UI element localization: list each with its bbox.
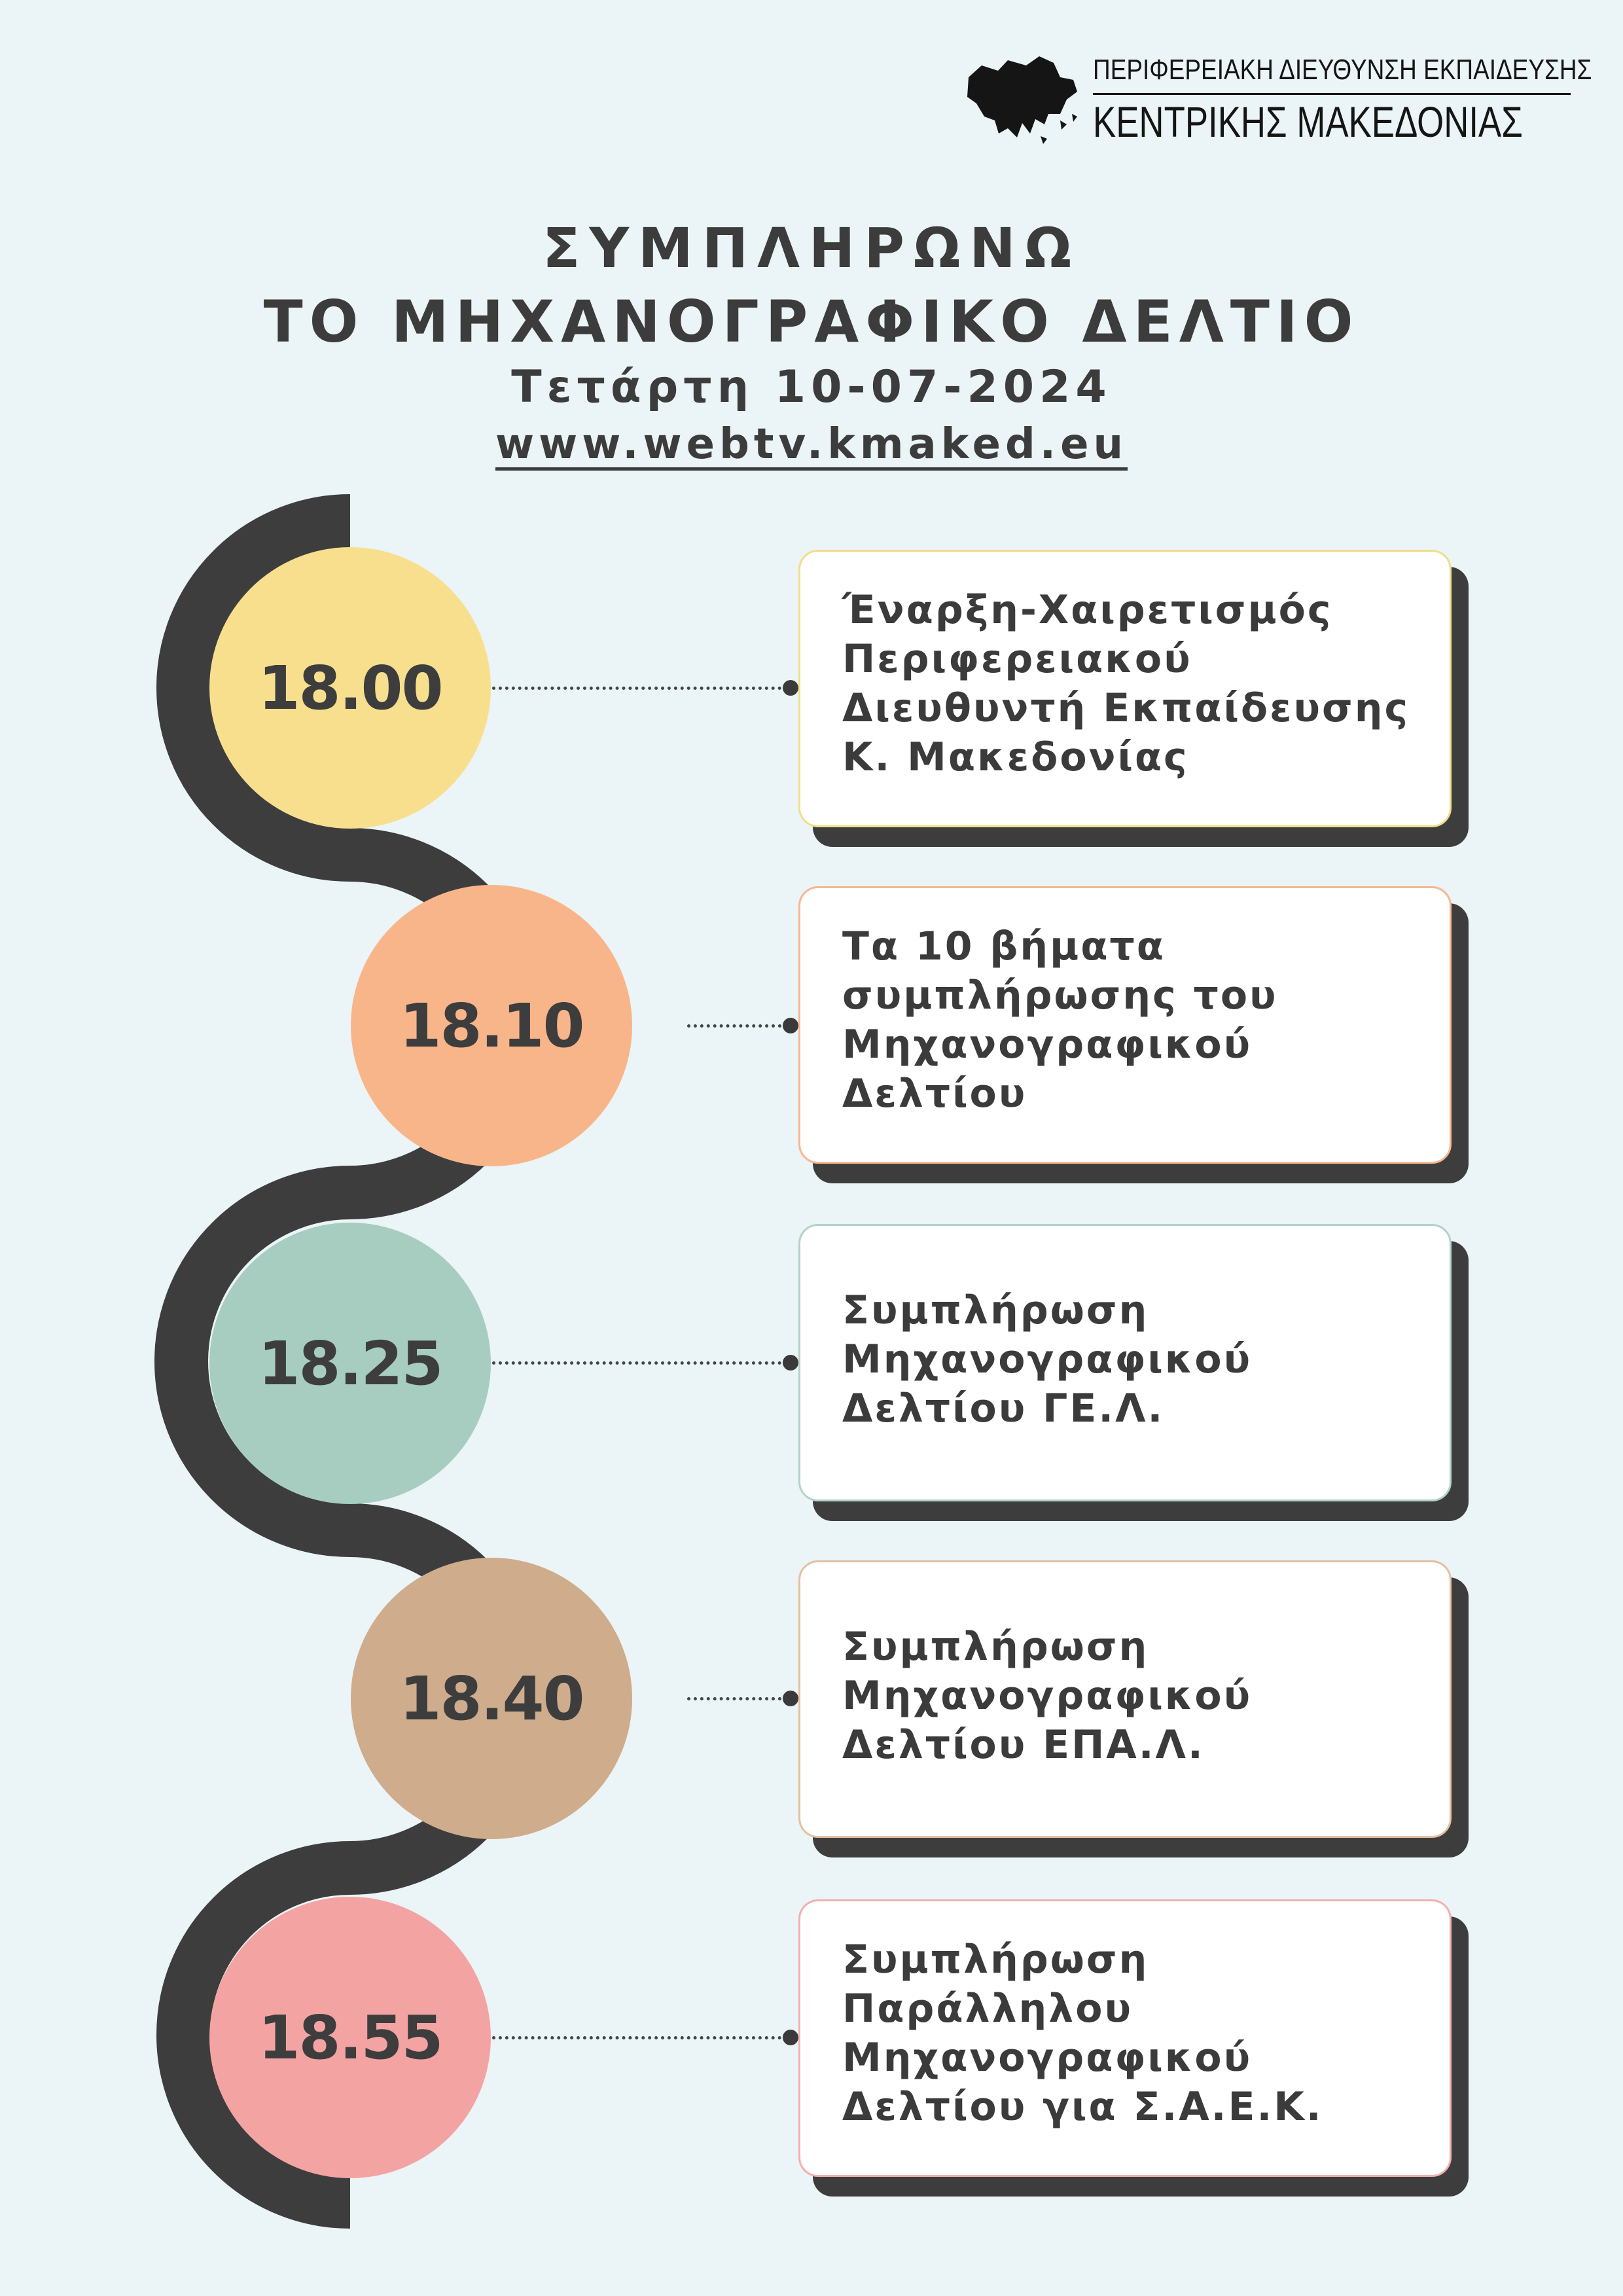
time-label: 18.10	[399, 990, 584, 1061]
schedule-card-5	[798, 1899, 1452, 2177]
connector-dot	[783, 2030, 798, 2045]
card-line: Παράλληλου	[842, 1986, 1133, 2032]
connector-line	[687, 1024, 788, 1028]
card-line: Περιφερειακού	[842, 636, 1192, 682]
schedule-card-1	[798, 550, 1452, 827]
card-line: Δελτίου ΓΕ.Λ.	[842, 1386, 1165, 1431]
website-link[interactable]: www.webtv.kmaked.eu	[495, 420, 1128, 469]
connector-line	[492, 2036, 788, 2039]
card-line: Διευθυντή Εκπαίδευσης	[842, 685, 1410, 731]
card-line: Συμπλήρωση	[842, 1937, 1149, 1982]
card-line: Τα 10 βήματα	[842, 924, 1166, 969]
card-line: Κ. Μακεδονίας	[842, 734, 1189, 780]
card-line: Μηχανογραφικού	[842, 1336, 1253, 1382]
time-circle-2	[351, 885, 632, 1166]
connector-line	[492, 1361, 788, 1365]
time-circle-3	[209, 1223, 491, 1504]
time-label: 18.55	[258, 2002, 442, 2073]
card-line: Συμπλήρωση	[842, 1624, 1149, 1670]
title-line1: ΣΥΜΠΛΗΡΩΝΩ	[542, 216, 1081, 280]
card-line: Δελτίου	[842, 1071, 1027, 1117]
time-label: 18.25	[258, 1328, 442, 1399]
schedule-card-3	[798, 1224, 1452, 1501]
event-date: Τετάρτη 10-07-2024	[511, 361, 1112, 413]
card-line: Δελτίου ΕΠΑ.Λ.	[842, 1722, 1205, 1768]
time-label: 18.40	[399, 1663, 584, 1734]
connector-dot	[783, 680, 798, 696]
connector-line	[492, 687, 788, 690]
time-circle-4	[351, 1558, 632, 1839]
time-circle-5	[209, 1897, 491, 2178]
card-line: Μηχανογραφικού	[842, 2035, 1253, 2081]
card-line: Μηχανογραφικού	[842, 1022, 1253, 1067]
card-line: συμπλήρωσης του	[842, 973, 1278, 1018]
title-line2: ΤΟ ΜΗΧΑΝΟΓΡΑΦΙΚΟ ΔΕΛΤΙΟ	[263, 288, 1360, 355]
card-line: Δελτίου για Σ.Α.Ε.Κ.	[842, 2084, 1323, 2130]
card-line: Μηχανογραφικού	[842, 1673, 1253, 1719]
time-circle-1	[209, 547, 491, 829]
logo-line2: ΚΕΝΤΡΙΚΗΣ ΜΑΚΕΔΟΝΙΑΣ	[1093, 98, 1523, 146]
connector-line	[687, 1697, 788, 1700]
time-label: 18.00	[258, 653, 442, 723]
connector-dot	[783, 1355, 798, 1371]
card-line: Έναρξη-Χαιρετισμός	[842, 587, 1333, 633]
connector-dot	[783, 1018, 798, 1033]
connector-dot	[783, 1691, 798, 1706]
schedule-card-2	[798, 886, 1452, 1164]
logo-line1: ΠΕΡΙΦΕΡΕΙΑΚΗ ΔΙΕΥΘΥΝΣΗ ΕΚΠΑΙΔΕΥΣΗΣ	[1093, 54, 1592, 86]
card-line: Συμπλήρωση	[842, 1287, 1149, 1333]
schedule-card-4	[798, 1560, 1452, 1838]
